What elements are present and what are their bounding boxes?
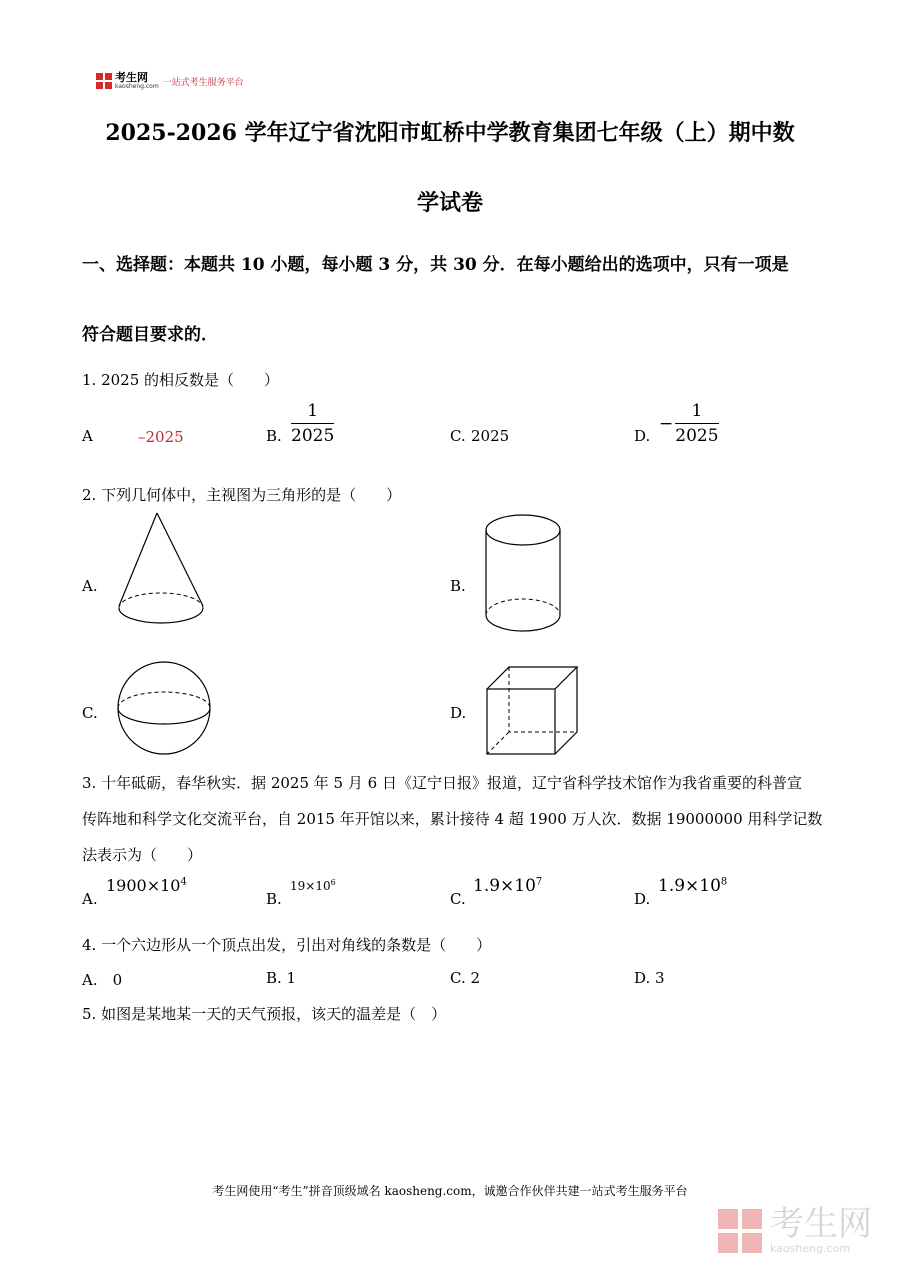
q3-b-exponent: 6 (330, 878, 336, 887)
q1-option-d-fraction (659, 401, 719, 446)
q1-d-numerator: 1 (691, 401, 703, 421)
q1-option-a-label: A (82, 427, 93, 445)
cone-figure (110, 510, 210, 635)
section-heading-line1: 一、选择题：本题共 10 小题，每小题 3 分，共 30 分．在每小题给出的选项中，只有一项是 (82, 255, 789, 275)
q1-b-numerator: 1 (307, 401, 319, 421)
q4-stem: 4. 一个六边形从一个顶点出发，引出对角线的条数是（ ） (82, 936, 492, 954)
q3-stem-line3: 法表示为（ ） (82, 846, 203, 864)
q4-option-b: B. 1 (266, 969, 297, 987)
q4-option-d: D. 3 (634, 969, 665, 987)
section-heading-line2: 符合题目要求的． (82, 325, 218, 345)
q3-c-exponent: 7 (535, 876, 543, 888)
q3-option-d-value (658, 876, 727, 896)
q3-option-d-label: D. (634, 890, 651, 908)
q4-option-c: C. 2 (450, 969, 481, 987)
page-footer: 考生网使用“考生”拼音顶级域名 kaosheng.com，诚邀合作伙伴共建一站式考生服务平台 (212, 1184, 688, 1198)
q1-option-b-fraction (291, 401, 334, 446)
q1-option-c-label: C. (450, 427, 466, 445)
q2-option-b-label: B. (450, 577, 466, 595)
watermark (718, 1206, 872, 1255)
q1-b-denominator: 2025 (291, 426, 335, 446)
q1-option-d-label: D. (634, 427, 651, 445)
q2-stem: 2. 下列几何体中，主视图为三角形的是（ ） (82, 486, 402, 504)
cylinder-figure (480, 512, 570, 637)
cube-figure (484, 664, 584, 759)
q3-a-base: 1900×10 (106, 876, 181, 895)
q1-d-denominator: 2025 (675, 426, 719, 446)
q2-option-d-label: D. (450, 704, 467, 722)
page-title-line1: 2025-2026 学年辽宁省沈阳市虹桥中学教育集团七年级（上）期中数 (105, 120, 795, 146)
q4-option-a: A. 0 (82, 971, 123, 989)
q3-d-base: 1.9×10 (658, 876, 721, 896)
q3-option-b-label: B. (266, 890, 282, 908)
q3-option-a-label: A. (82, 890, 98, 908)
q2-option-a-label: A. (82, 577, 98, 595)
q1-d-sign: − (659, 413, 674, 434)
fraction-bar (291, 423, 334, 424)
logo-icon (96, 73, 112, 89)
q5-stem: 5. 如图是某地某一天的天气预报，该天的温差是（ ） (82, 1005, 447, 1023)
q3-d-exponent: 8 (720, 876, 728, 888)
logo-name: 考生网 (115, 71, 148, 84)
q3-option-a-value (106, 876, 187, 895)
q3-stem-line1: 3. 十年砥砺，春华秋实．据 2025 年 5 月 6 日《辽宁日报》报道，辽宁省科学技术馆作为我省重要的科普宣 (82, 774, 802, 792)
watermark-logo-icon (718, 1209, 762, 1253)
q3-option-c-label: C. (450, 890, 466, 908)
q1-stem: 1. 2025 的相反数是（ ） (82, 371, 280, 389)
q3-option-b-value (290, 878, 336, 893)
q3-a-exponent: 4 (180, 876, 187, 888)
fraction-bar (675, 423, 718, 424)
q3-c-base: 1.9×10 (473, 876, 536, 896)
q1-option-c-value: 2025 (471, 427, 510, 445)
header-logo (96, 72, 244, 90)
page-title-line2: 学试卷 (416, 190, 483, 216)
watermark-name: 考生网 (770, 1204, 872, 1244)
q1-option-b-label: B. (266, 427, 282, 445)
logo-slogan: 一站式考生服务平台 (162, 77, 244, 88)
q3-option-c-value (473, 876, 542, 896)
logo-domain: kaosheng.com (115, 83, 159, 90)
sphere-figure (112, 660, 217, 760)
watermark-domain: kaosheng.com (770, 1242, 851, 1255)
q3-b-base: 19×10 (290, 879, 331, 893)
q3-stem-line2: 传阵地和科学文化交流平台，自 2015 年开馆以来，累计接待 4 超 1900 万人次．数据 19000000 用科学记数 (82, 810, 823, 828)
logo-text (115, 72, 159, 90)
q2-option-c-label: C. (82, 704, 98, 722)
q1-option-a-value: –2025 (138, 428, 184, 446)
